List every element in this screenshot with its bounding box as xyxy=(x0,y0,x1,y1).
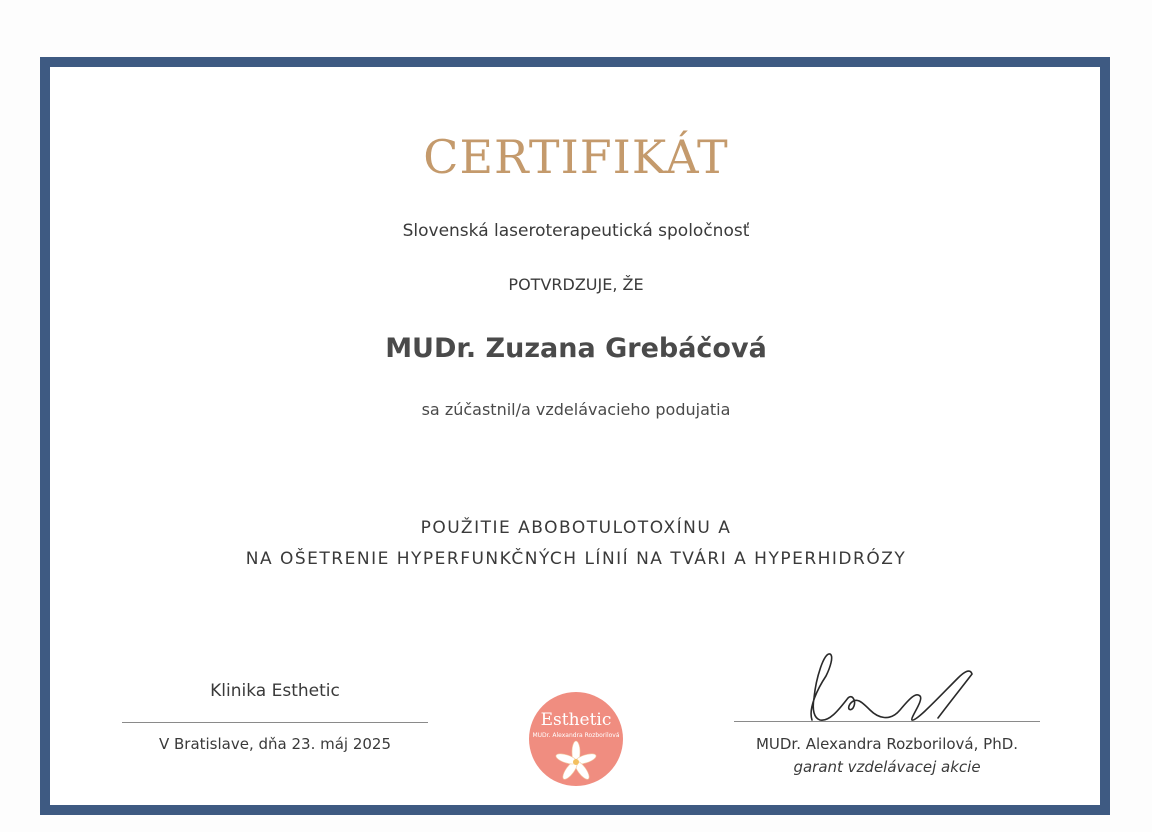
issuer-name: Slovenská laseroterapeutická spoločnosť xyxy=(402,221,750,241)
left-signature-line xyxy=(122,722,428,723)
flower-icon xyxy=(555,740,597,780)
logo-subtitle: MUDr. Alexandra Rozborilová xyxy=(532,732,620,739)
course-title-line-2: NA OŠETRENIE HYPERFUNKČNÝCH LÍNIÍ NA TVÁRI A HYPERHIDRÓZY xyxy=(245,549,907,569)
signer-role: garant vzdelávacej akcie xyxy=(793,758,981,776)
course-title-line-1: POUŽITIE ABOBOTULOTOXÍNU A xyxy=(420,518,732,538)
place-and-date: V Bratislave, dňa 23. máj 2025 xyxy=(158,735,392,753)
right-signature-line xyxy=(734,721,1040,722)
logo-wordmark: Esthetic xyxy=(540,710,612,730)
clinic-name: Klinika Esthetic xyxy=(210,681,340,701)
confirms-text: POTVRDZUJE, ŽE xyxy=(508,275,644,294)
participation-text: sa zúčastnil/a vzdelávacieho podujatia xyxy=(421,400,731,419)
recipient-name: MUDr. Zuzana Grebáčová xyxy=(385,333,767,364)
certificate-title: CERTIFIKÁT xyxy=(423,130,729,184)
esthetic-logo xyxy=(529,692,623,786)
signer-name: MUDr. Alexandra Rozborilová, PhD. xyxy=(755,735,1019,753)
